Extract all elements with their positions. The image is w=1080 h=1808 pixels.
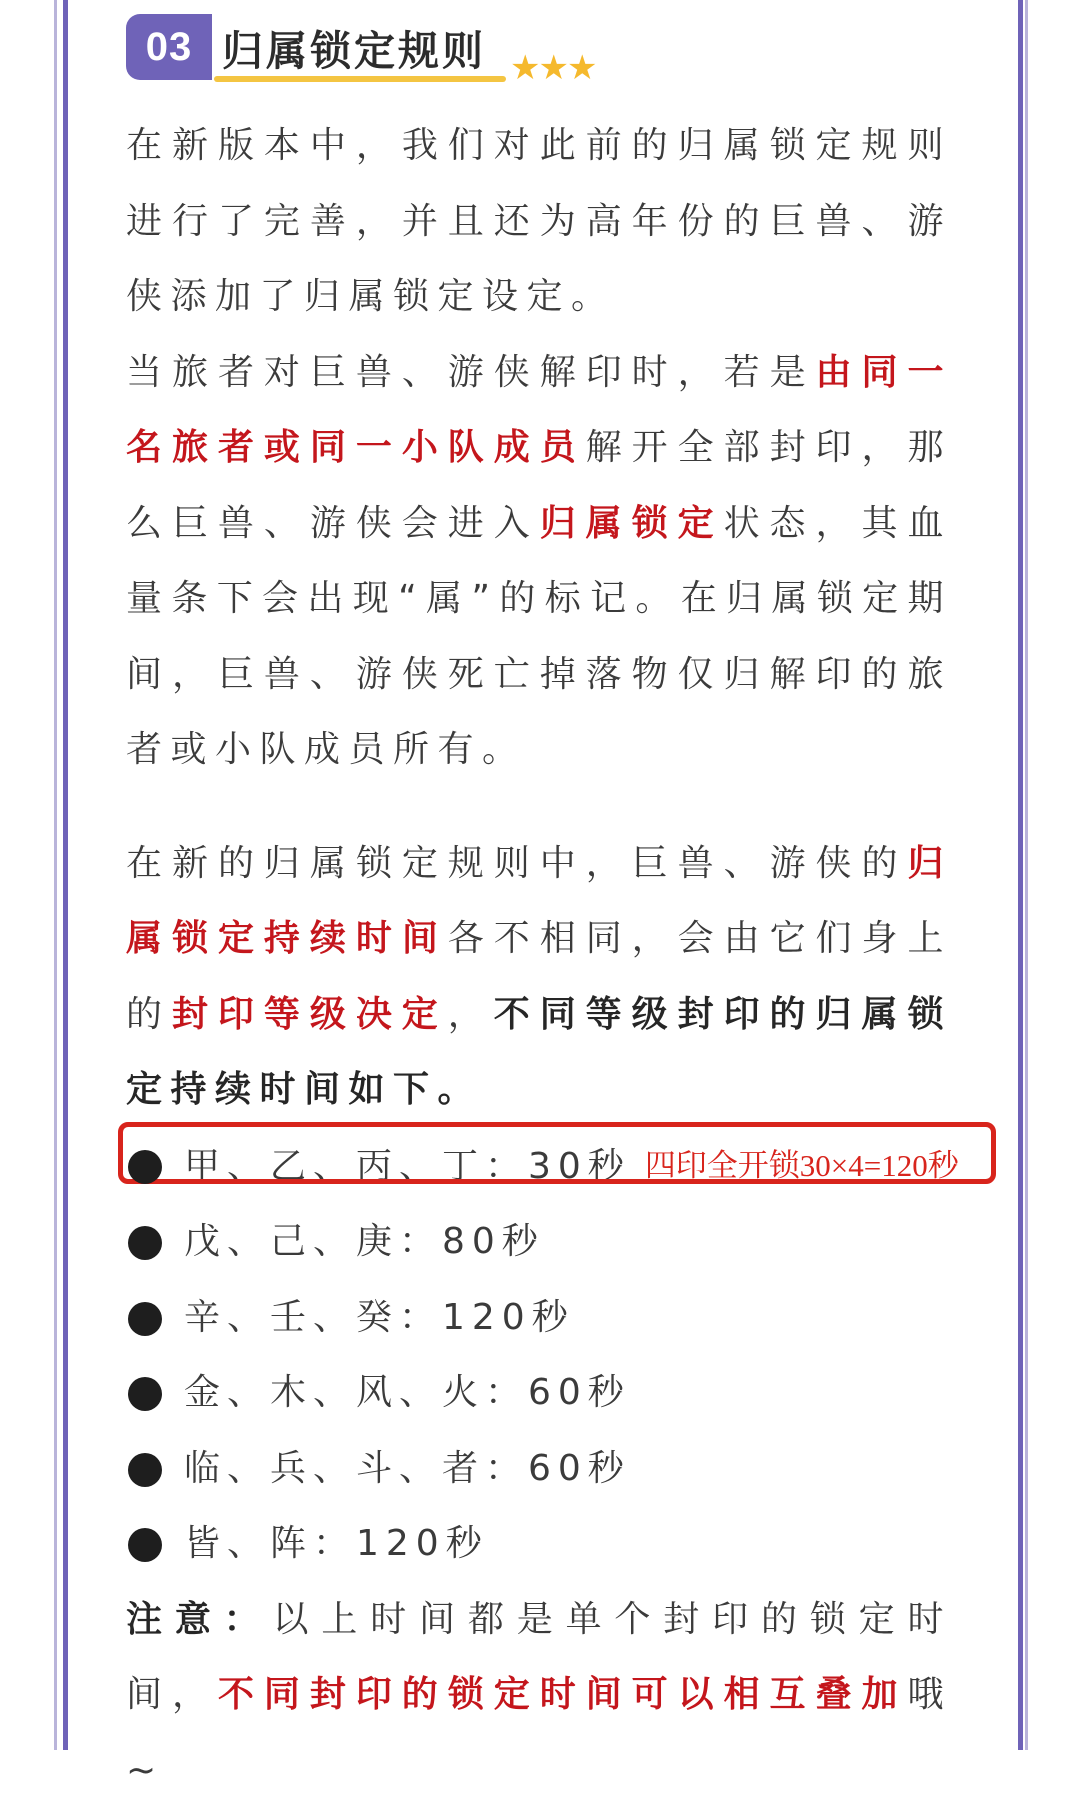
paragraph-intro: 在新版本中，我们对此前的归属锁定规则进行了完善，并且还为高年份的巨兽、游侠添加了归属锁定设定。	[126, 108, 952, 335]
bullet-icon	[128, 1453, 162, 1487]
list-item	[126, 1355, 952, 1431]
note-tail: 哦~	[126, 1674, 952, 1791]
list-item	[126, 1506, 952, 1582]
section-header	[126, 14, 646, 84]
text-segment: 当旅者对巨兽、游侠解印时，若是	[126, 352, 816, 393]
bullet-icon	[128, 1528, 162, 1562]
list-item-text: 甲、乙、丙、丁：30秒	[184, 1146, 631, 1187]
highlight-box	[118, 1122, 996, 1184]
text-segment: 状态，其血量条下会出现“属”的标记。在归属锁定期间，巨兽、游侠死亡掉落物仅归解印的旅者或小队成员所有。	[126, 503, 952, 771]
text-segment: 各不相同，会由它们身上的	[126, 918, 952, 1035]
section-title: 归属锁定规则	[222, 18, 486, 77]
bold-duration-intro: 不同等级封印的归属锁定持续时间如下。	[126, 994, 952, 1111]
star-rating-icon: ★★★	[510, 48, 595, 88]
highlight-seal-level: 封印等级决定	[172, 994, 448, 1035]
highlight-stackable: 不同封印的锁定时间可以相互叠加	[218, 1674, 908, 1715]
bullet-icon	[128, 1302, 162, 1336]
note-text: 以上时间都是单个封印的锁定时间，	[126, 1599, 952, 1716]
note-label: 注意：	[126, 1599, 273, 1640]
text-segment: 解开全部封印，那么巨兽、游侠会进入	[126, 427, 952, 544]
text-segment: 在新的归属锁定规则中，巨兽、游侠的	[126, 843, 907, 884]
highlight-lock-duration: 归属锁定持续时间	[126, 843, 952, 960]
title-underline	[214, 76, 506, 82]
list-item	[126, 1204, 952, 1280]
list-item	[126, 1431, 952, 1507]
list-item-text: 戊、己、庚：80秒	[184, 1221, 545, 1262]
highlight-ownership-lock: 归属锁定	[540, 503, 724, 544]
seal-duration-list	[126, 1128, 952, 1582]
bullet-icon	[128, 1377, 162, 1411]
article-body	[126, 108, 952, 1808]
text-segment: ，	[448, 994, 494, 1035]
list-item-text: 皆、阵：120秒	[184, 1523, 489, 1564]
list-item-text: 辛、壬、癸：120秒	[184, 1297, 575, 1338]
bullet-icon	[128, 1150, 162, 1184]
list-item-text: 临、兵、斗、者：60秒	[184, 1448, 631, 1489]
bullet-icon	[128, 1226, 162, 1260]
highlight-same-traveler: 由同一名旅者或同一小队成员	[126, 352, 952, 469]
list-item-text: 金、木、风、火：60秒	[184, 1372, 631, 1413]
list-item	[126, 1128, 952, 1205]
paragraph-note	[126, 1582, 952, 1808]
list-item-note: 四印全开锁30×4=120秒	[645, 1148, 959, 1183]
list-item	[126, 1280, 952, 1356]
paragraph-duration-rules	[126, 826, 952, 1128]
section-number-badge: 03	[126, 14, 212, 80]
paragraph-lock-condition	[126, 335, 952, 788]
